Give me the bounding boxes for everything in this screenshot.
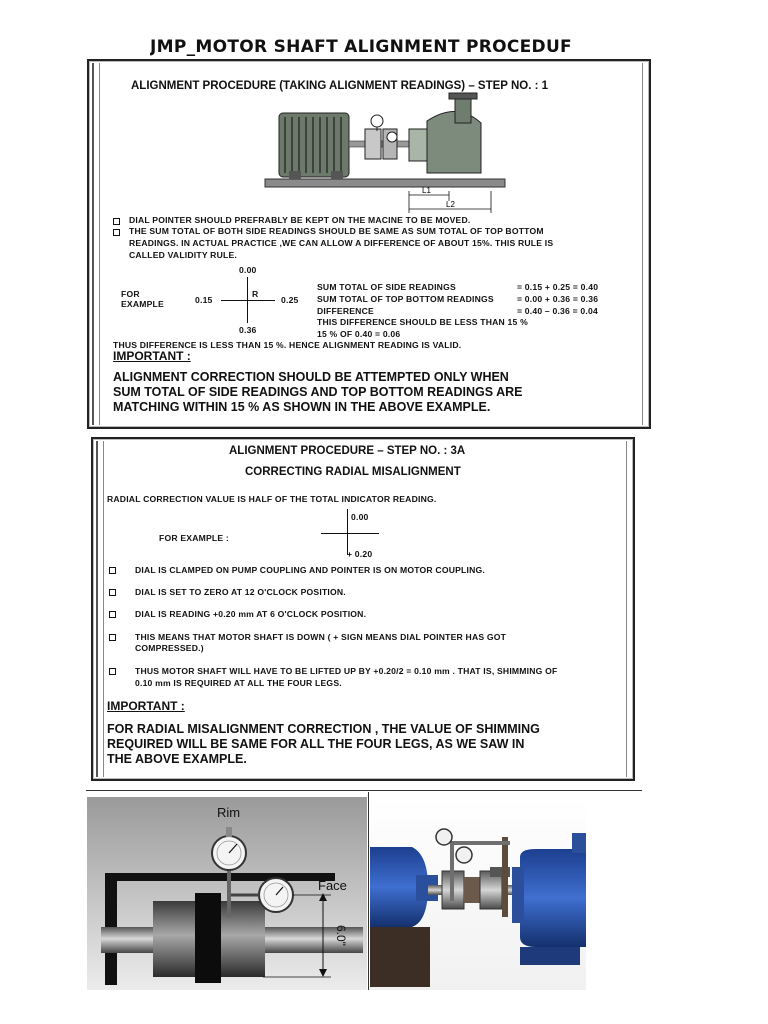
important-line: MATCHING WITHIN 15 % AS SHOWN IN THE ABOVE EXAMPLE. [113,400,491,414]
calc-note: THIS DIFFERENCE SHOULD BE LESS THAN 15 % [317,317,528,327]
example-left-reading: 0.15 [195,295,213,305]
document-title: JMP_MOTOR SHAFT ALIGNMENT PROCEDUF [150,37,572,57]
example-right-reading: 0.25 [281,295,299,305]
motor-pump-diagram [259,91,519,216]
example-bottom-reading: 0.36 [239,325,257,335]
example-label: EXAMPLE [121,299,164,309]
dimension-label: 6.0" [334,925,348,946]
step3a-panel [91,437,635,781]
bullet-icon [113,229,120,236]
calc-value: = 0.40 – 0.36 = 0.04 [517,306,598,316]
step3a-bullet-5: THUS MOTOR SHAFT WILL HAVE TO BE LIFTED UP BY +0.20/2 = 0.10 mm . THAT IS, SHIMMING OF [135,666,558,676]
step3a-intro: RADIAL CORRECTION VALUE IS HALF OF THE TOTAL INDICATOR READING. [107,494,437,504]
bullet-icon [109,567,116,574]
important-label: IMPORTANT : [107,699,185,713]
example-center-label: R [252,289,259,299]
important-line: REQUIRED WILL BE SAME FOR ALL THE FOUR LEGS, AS WE SAW IN [107,737,525,751]
important-label: IMPORTANT : [113,349,191,363]
step3a-bullet-4-cont: COMPRESSED.) [135,643,204,653]
face-label: Face [318,878,347,893]
step3a-bullet-2: DIAL IS SET TO ZERO AT 12 O'CLOCK POSITION. [135,587,346,597]
step1-heading: ALIGNMENT PROCEDURE (TAKING ALIGNMENT READINGS) – STEP NO. : 1 [131,80,548,92]
calc-value: = 0.00 + 0.36 = 0.36 [517,294,599,304]
step1-bullet-2-cont: READINGS. IN ACTUAL PRACTICE ,WE CAN ALLOW A DIFFERENCE OF ABOUT 15%. THIS RULE IS [129,238,554,248]
step3a-example-label: FOR EXAMPLE : [159,533,229,543]
calc-label: SUM TOTAL OF SIDE READINGS [317,282,456,292]
important-line: FOR RADIAL MISALIGNMENT CORRECTION , THE VALUE OF SHIMMING [107,722,540,736]
calc-value: = 0.15 + 0.25 = 0.40 [517,282,599,292]
calc-label: DIFFERENCE [317,306,374,316]
step3a-bullet-1: DIAL IS CLAMPED ON PUMP COUPLING AND POINTER IS ON MOTOR COUPLING. [135,565,485,575]
step1-bullet-2: THE SUM TOTAL OF BOTH SIDE READINGS SHOULD BE SAME AS SUM TOTAL OF TOP BOTTOM [129,226,544,236]
step3a-example-bottom: + 0.20 [347,549,373,559]
example-top-reading: 0.00 [239,265,257,275]
bullet-icon [109,634,116,641]
l2-label: L2 [446,200,455,209]
l1-label: L1 [422,186,431,195]
rim-label: Rim [217,805,241,820]
bullet-icon [109,589,116,596]
bullet-icon [109,668,116,675]
important-line: THE ABOVE EXAMPLE. [107,752,247,766]
step1-panel [87,59,651,429]
step1-bullet-2-cont: CALLED VALIDITY RULE. [129,250,237,260]
step3a-bullet-3: DIAL IS READING +0.20 mm AT 6 O'CLOCK POSITION. [135,609,367,619]
calc-label: SUM TOTAL OF TOP BOTTOM READINGS [317,294,494,304]
example-label: FOR [121,289,140,299]
step3a-heading: ALIGNMENT PROCEDURE – STEP NO. : 3A [229,445,466,457]
step3a-subheading: CORRECTING RADIAL MISALIGNMENT [245,466,461,478]
step1-conclusion: THUS DIFFERENCE IS LESS THAN 15 %. HENCE ALIGNMENT READING IS VALID. [113,340,462,350]
important-line: SUM TOTAL OF SIDE READINGS AND TOP BOTTOM READINGS ARE [113,385,523,399]
step3a-example-top: 0.00 [351,512,369,522]
calc-note: 15 % OF 0.40 = 0.06 [317,329,401,339]
coupling-alignment-photo [370,797,586,990]
important-line: ALIGNMENT CORRECTION SHOULD BE ATTEMPTED ONLY WHEN [113,370,509,384]
step1-bullet-1: DIAL POINTER SHOULD PREFRABLY BE KEPT ON THE MACINE TO BE MOVED. [129,215,471,225]
bullet-icon [109,611,116,618]
bullet-icon [113,218,120,225]
step3a-bullet-4: THIS MEANS THAT MOTOR SHAFT IS DOWN ( + SIGN MEANS DIAL POINTER HAS GOT [135,632,507,642]
step3a-bullet-5-cont: 0.10 mm IS REQUIRED AT ALL THE FOUR LEGS. [135,678,342,688]
rim-face-dial-illustration [87,797,367,990]
